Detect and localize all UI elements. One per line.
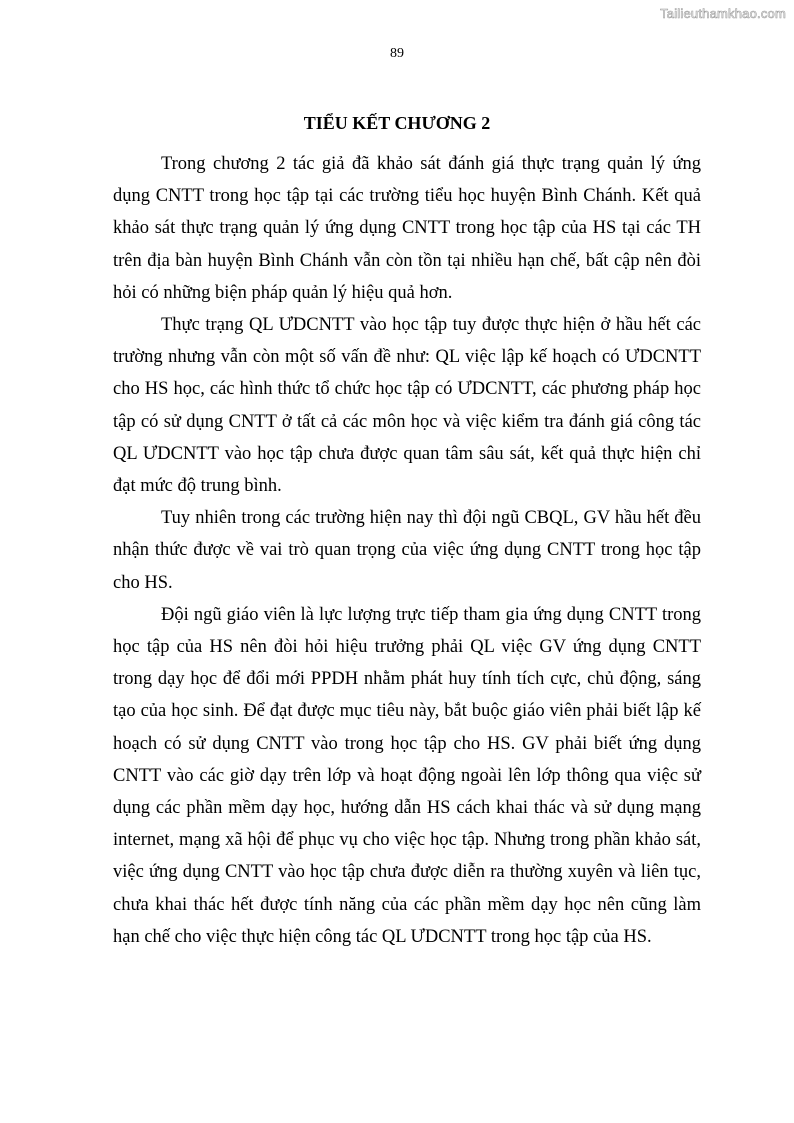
paragraph-2: Thực trạng QL ƯDCNTT vào học tập tuy được thực hiện ở hầu hết các trường nhưng vẫn còn một số vấn đề như: QL việc lập kế hoạch có ƯDCNTT cho HS học, các hình thức tổ chức học tập có ƯDCNTT, các phương pháp học tập có sử dụng CNTT ở tất cả các môn học và việc kiểm tra đánh giá công tác QL ƯDCNTT vào học tập chưa được quan tâm sâu sát, kết quả thực hiện chỉ đạt mức độ trung bình. xyxy=(113,315,701,497)
body-text xyxy=(113,148,701,953)
page-number: 89 xyxy=(390,46,404,61)
chapter-title: TIỂU KẾT CHƯƠNG 2 xyxy=(303,113,491,133)
watermark: Tailieuthamkhao.com xyxy=(660,6,786,21)
paragraph-1: Trong chương 2 tác giả đã khảo sát đánh giá thực trạng quản lý ứng dụng CNTT trong học tập tại các trường tiểu học huyện Bình Chánh. Kết quả khảo sát thực trạng quản lý ứng dụng CNTT trong học tập của HS tại các TH trên địa bàn huyện Bình Chánh vẫn còn tồn tại nhiều hạn chế, bất cập nên đòi hỏi có những biện pháp quản lý hiệu quả hơn. xyxy=(113,154,701,303)
paragraph-4: Đội ngũ giáo viên là lực lượng trực tiếp tham gia ứng dụng CNTT trong học tập của HS nên đòi hỏi hiệu trưởng phải QL việc GV ứng dụng CNTT trong dạy học để đổi mới PPDH nhằm phát huy tính tích cực, chủ động, sáng tạo của học sinh. Để đạt được mục tiêu này, bắt buộc giáo viên phải biết lập kế hoạch có sử dụng CNTT vào trong học tập cho HS. GV phải biết ứng dụng CNTT vào các giờ dạy trên lớp và hoạt động ngoài lên lớp thông qua việc sử dụng các phần mềm dạy học, hướng dẫn HS cách khai thác và sử dụng mạng internet, mạng xã hội để phục vụ cho việc học tập. Nhưng trong phần khảo sát, việc ứng dụng CNTT vào học tập chưa được diễn ra thường xuyên và liên tục, chưa khai thác hết được tính năng của các phần mềm dạy học nên cũng làm hạn chế cho việc thực hiện công tác QL ƯDCNTT trong học tập của HS. xyxy=(113,604,701,947)
paragraph-3: Tuy nhiên trong các trường hiện nay thì đội ngũ CBQL, GV hầu hết đều nhận thức được về vai trò quan trọng của việc ứng dụng CNTT trong học tập cho HS. xyxy=(113,508,701,593)
